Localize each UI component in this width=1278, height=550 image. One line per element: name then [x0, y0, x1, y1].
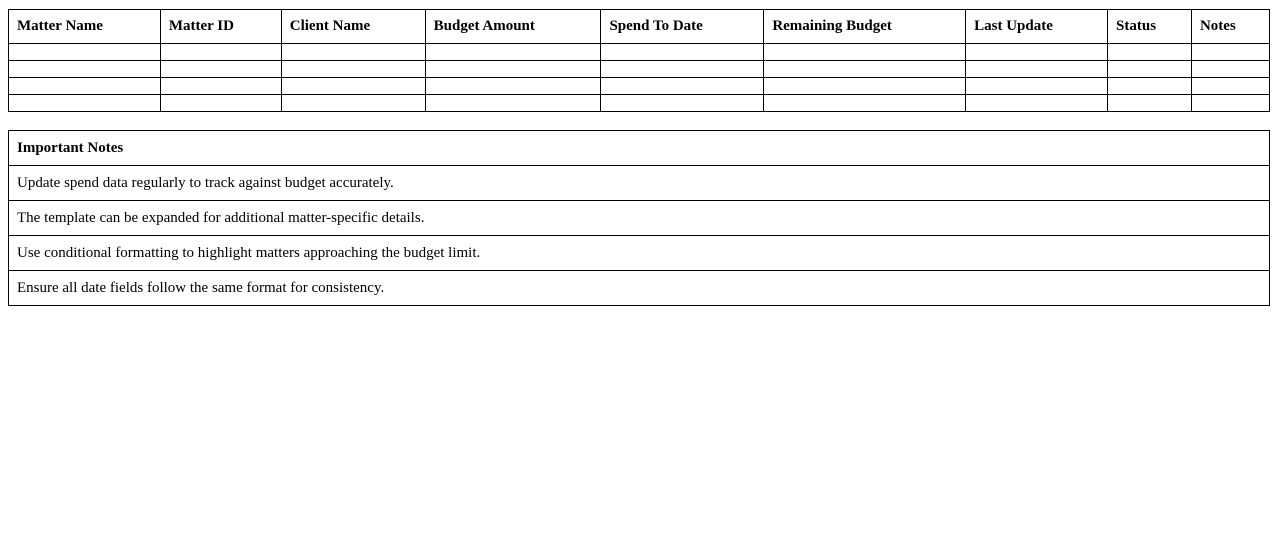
header-spend-to-date: Spend To Date: [601, 10, 764, 44]
header-notes: Notes: [1191, 10, 1269, 44]
note-item: Use conditional formatting to highlight matters approaching the budget limit.: [9, 236, 1270, 271]
budget-table: [8, 9, 1270, 112]
table-cell[interactable]: [9, 61, 161, 78]
table-cell[interactable]: [764, 95, 966, 112]
header-client-name: Client Name: [281, 10, 425, 44]
table-cell[interactable]: [601, 44, 764, 61]
table-cell[interactable]: [1191, 44, 1269, 61]
table-cell[interactable]: [601, 78, 764, 95]
important-notes-table: [8, 130, 1270, 306]
notes-title: Important Notes: [9, 131, 1270, 166]
header-status: Status: [1108, 10, 1192, 44]
table-cell[interactable]: [160, 44, 281, 61]
table-cell[interactable]: [281, 44, 425, 61]
table-cell[interactable]: [764, 78, 966, 95]
table-cell[interactable]: [966, 44, 1108, 61]
table-row: [9, 61, 1270, 78]
table-cell[interactable]: [160, 95, 281, 112]
table-row: [9, 44, 1270, 61]
table-cell[interactable]: [9, 44, 161, 61]
table-cell[interactable]: [1191, 61, 1269, 78]
table-row: [9, 78, 1270, 95]
header-matter-name: Matter Name: [9, 10, 161, 44]
table-cell[interactable]: [1108, 44, 1192, 61]
table-cell[interactable]: [160, 78, 281, 95]
table-cell[interactable]: [1108, 61, 1192, 78]
table-cell[interactable]: [966, 95, 1108, 112]
table-cell[interactable]: [966, 61, 1108, 78]
note-item: Update spend data regularly to track against budget accurately.: [9, 166, 1270, 201]
table-cell[interactable]: [601, 61, 764, 78]
table-row: [9, 95, 1270, 112]
header-matter-id: Matter ID: [160, 10, 281, 44]
table-cell[interactable]: [9, 95, 161, 112]
table-cell[interactable]: [9, 78, 161, 95]
table-cell[interactable]: [601, 95, 764, 112]
table-cell[interactable]: [425, 61, 601, 78]
table-cell[interactable]: [1191, 95, 1269, 112]
header-remaining-budget: Remaining Budget: [764, 10, 966, 44]
table-cell[interactable]: [1108, 95, 1192, 112]
header-budget-amount: Budget Amount: [425, 10, 601, 44]
table-cell[interactable]: [281, 95, 425, 112]
table-cell[interactable]: [425, 95, 601, 112]
header-last-update: Last Update: [966, 10, 1108, 44]
note-item: Ensure all date fields follow the same format for consistency.: [9, 271, 1270, 306]
table-cell[interactable]: [425, 44, 601, 61]
table-cell[interactable]: [1191, 78, 1269, 95]
table-cell[interactable]: [1108, 78, 1192, 95]
table-cell[interactable]: [966, 78, 1108, 95]
table-cell[interactable]: [281, 78, 425, 95]
table-cell[interactable]: [281, 61, 425, 78]
table-cell[interactable]: [160, 61, 281, 78]
table-cell[interactable]: [425, 78, 601, 95]
table-cell[interactable]: [764, 61, 966, 78]
header-row: [9, 10, 1270, 44]
table-cell[interactable]: [764, 44, 966, 61]
note-item: The template can be expanded for additional matter-specific details.: [9, 201, 1270, 236]
